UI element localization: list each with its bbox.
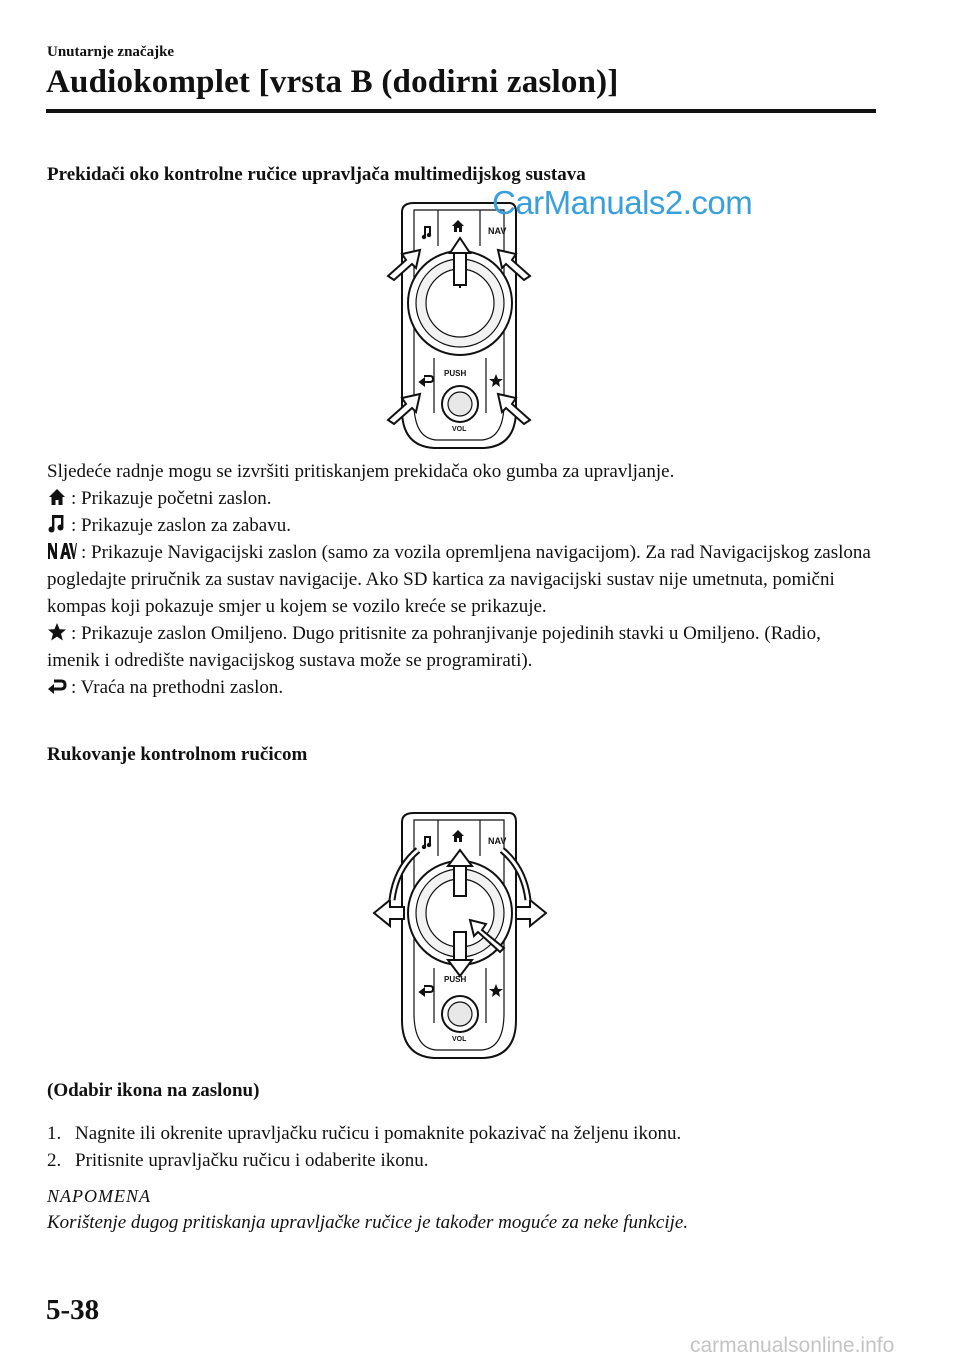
diagram2-vol-label: VOL <box>452 1036 467 1043</box>
item-home: : Prikazuje početni zaslon. <box>47 485 877 512</box>
watermark-carmanualsonline: carmanualsonline.info <box>690 1334 895 1357</box>
note-text: Korištenje dugog pritiskanja upravljačke ručice je također moguće za neke funkcije. <box>47 1212 689 1233</box>
section-heading-switches: Prekidači oko kontrolne ručice upravljača multimedijskog sustava <box>47 164 586 185</box>
diagram-nav-label: NAV <box>488 226 507 236</box>
back-icon <box>47 676 67 696</box>
controller-switches-diagram <box>384 198 534 450</box>
page-title: Audiokomplet [vrsta B (dodirni zaslon)] <box>46 64 619 100</box>
diagram-vol-label: VOL <box>452 426 467 433</box>
switches-intro: Sljedeće radnje mogu se izvršiti pritiskanjem prekidača oko gumba za upravljanje. <box>47 461 675 482</box>
steps-list <box>47 1120 877 1174</box>
diagram2-nav-label: NAV <box>488 836 507 846</box>
list-item: 2. Pritisnite upravljačku ručicu i odaberite ikonu. <box>47 1150 429 1171</box>
music-icon <box>47 514 67 534</box>
switches-description <box>47 458 877 701</box>
home-icon <box>47 487 67 507</box>
item-music: : Prikazuje zaslon za zabavu. <box>47 512 877 539</box>
section-label: Unutarnje značajke <box>47 44 175 60</box>
controller-operation-diagram <box>370 808 550 1062</box>
watermark-carmanuals2: CarManuals2.com <box>492 184 753 221</box>
subheading-icon-selection: (Odabir ikona na zaslonu) <box>47 1080 260 1101</box>
star-icon <box>47 622 67 642</box>
diagram-push-label: PUSH <box>444 369 467 378</box>
item-nav: : Prikazuje Navigacijski zaslon (samo za vozila opremljena navigacijom). Za rad Navigacijskog zaslona pogledajte priručnik za sustav navigacije. Ako SD kartica za navigacijski sustav nije umetnuta, pomični kompas koji pokazuje smjer u kojem se vozilo kreće se prikazuje. <box>47 542 871 617</box>
page-number: 5-38 <box>46 1294 100 1326</box>
nav-icon <box>47 542 77 560</box>
note-heading: NAPOMENA <box>47 1186 151 1206</box>
section-heading-operation: Rukovanje kontrolnom ručicom <box>47 744 308 765</box>
header-rule <box>46 109 876 113</box>
item-back: : Vraća na prethodni zaslon. <box>47 674 877 701</box>
list-item: 1. Nagnite ili okrenite upravljačku ručicu i pomaknite pokazivač na željenu ikonu. <box>47 1123 682 1144</box>
diagram2-push-label: PUSH <box>444 975 467 984</box>
item-favorites: : Prikazuje zaslon Omiljeno. Dugo pritisnite za pohranjivanje pojedinih stavki u Omiljeno. (Radio, imenik i odredište navigacijskog sustava može se programirati). <box>47 623 821 671</box>
